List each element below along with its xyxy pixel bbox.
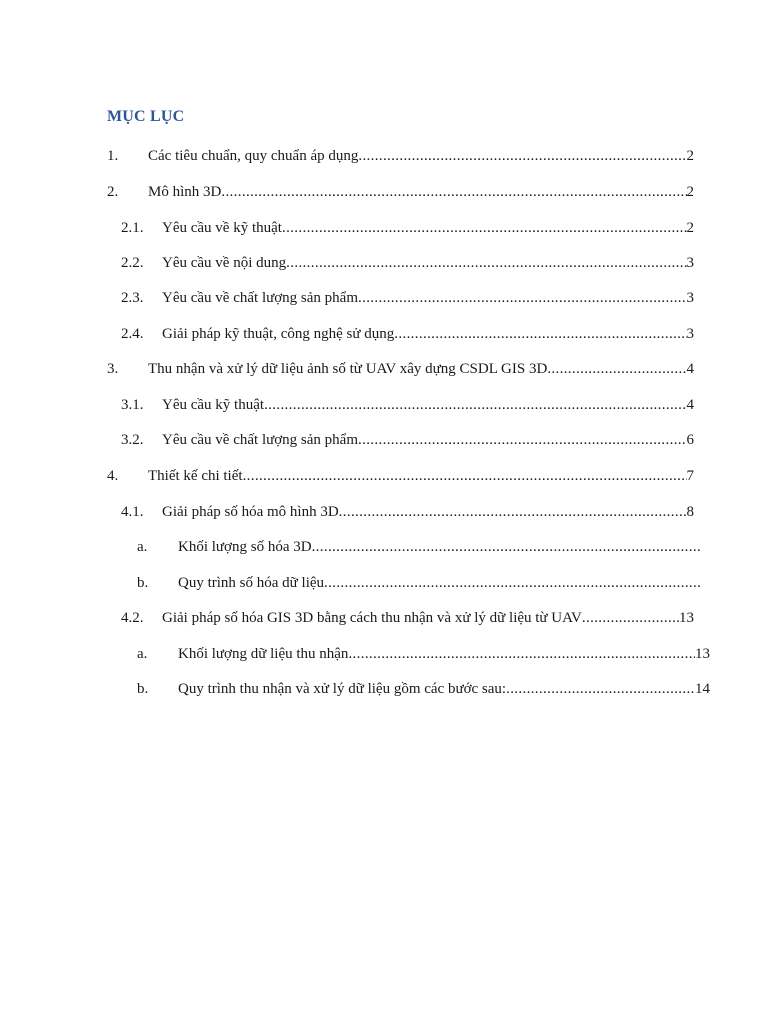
toc-entry-number: 4.2.	[121, 610, 144, 626]
toc-entry-number: 3.	[107, 361, 119, 377]
dot-leader	[547, 359, 686, 379]
toc-entry[interactable]	[107, 146, 694, 166]
toc-entry-page: 3	[686, 290, 694, 306]
toc-entry[interactable]	[121, 608, 694, 628]
toc-entry[interactable]	[107, 359, 694, 379]
dot-leader	[282, 218, 687, 238]
dot-leader	[221, 182, 686, 202]
dot-leader	[312, 537, 700, 557]
toc-entry-page: 2	[686, 184, 694, 200]
dot-leader	[286, 253, 686, 273]
toc-entry[interactable]	[121, 288, 694, 308]
toc-entry-page: 4	[686, 397, 694, 413]
toc-entry-page: 2	[686, 148, 694, 164]
toc-entry-number: b.	[137, 575, 149, 591]
toc-entry-text: Giải pháp số hóa mô hình 3D	[162, 504, 339, 520]
toc-entry-text: Yêu cầu về nội dung	[162, 255, 287, 271]
toc-entry[interactable]	[107, 182, 694, 202]
toc-entry[interactable]	[121, 502, 694, 522]
toc-entry-number: 3.2.	[121, 432, 144, 448]
toc-entry-text: Yêu cầu về chất lượng sản phẩm	[162, 290, 358, 306]
toc-entry-text: Các tiêu chuẩn, quy chuẩn áp dụng	[148, 148, 359, 164]
dot-leader	[324, 573, 700, 593]
toc-entry-text: Mô hình 3D	[148, 184, 222, 200]
toc-entry[interactable]	[137, 573, 700, 593]
dot-leader	[348, 644, 695, 664]
toc-entry[interactable]	[121, 218, 694, 238]
toc-title: MỤC LỤC	[107, 108, 185, 125]
toc-entry[interactable]	[121, 324, 694, 344]
toc-entry-text: Quy trình thu nhận và xử lý dữ liệu gồm các bước sau:	[178, 681, 507, 697]
toc-entry-number: a.	[137, 539, 148, 555]
toc-entry[interactable]	[137, 537, 700, 557]
toc-entry-page: 8	[686, 504, 694, 520]
toc-entry[interactable]	[137, 644, 710, 664]
toc-entry-number: 2.2.	[121, 255, 144, 271]
toc-entry-number: b.	[137, 681, 149, 697]
toc-entry-text: Thu nhận và xử lý dữ liệu ảnh số từ UAV xây dựng CSDL GIS 3D	[148, 361, 548, 377]
toc-entry-number: 2.3.	[121, 290, 144, 306]
toc-entry-number: 4.	[107, 468, 119, 484]
dot-leader	[358, 430, 687, 450]
toc-entry-text: Khối lượng dữ liệu thu nhận	[178, 646, 349, 662]
toc-entry-number: 4.1.	[121, 504, 144, 520]
toc-entry-number: 2.	[107, 184, 119, 200]
toc-entry-page: 13	[695, 646, 710, 662]
dot-leader	[358, 146, 686, 166]
toc-entry-number: a.	[137, 646, 148, 662]
dot-leader	[264, 395, 686, 415]
toc-entry-text: Yêu cầu kỹ thuật	[162, 397, 265, 413]
dot-leader	[506, 679, 695, 699]
toc-entry-page: 7	[686, 468, 694, 484]
toc-entry[interactable]	[107, 466, 694, 486]
dot-leader	[358, 288, 687, 308]
toc-entry-text: Giải pháp số hóa GIS 3D bằng cách thu nhận và xử lý dữ liệu từ UAV	[162, 610, 582, 626]
toc-entry-text: Thiết kế chi tiết	[148, 468, 243, 484]
toc-entry[interactable]	[121, 253, 694, 273]
toc-entry-number: 1.	[107, 148, 119, 164]
toc-entry-text: Yêu cầu về chất lượng sản phẩm	[162, 432, 358, 448]
toc-entry-text: Yêu cầu về kỹ thuật	[162, 220, 282, 236]
dot-leader	[243, 466, 687, 486]
toc-entry-number: 2.4.	[121, 326, 144, 342]
toc-entry-text: Quy trình số hóa dữ liệu	[178, 575, 325, 591]
toc-entry-page: 6	[686, 432, 694, 448]
toc-entry[interactable]	[137, 679, 710, 699]
toc-entry-number: 3.1.	[121, 397, 144, 413]
toc-entry-page: 13	[679, 610, 694, 626]
toc-entry-page: 14	[695, 681, 710, 697]
toc-entry[interactable]	[121, 430, 694, 450]
toc-entry-text: Khối lượng số hóa 3D	[178, 539, 312, 555]
toc-entry-page: 2	[686, 220, 694, 236]
dot-leader	[394, 324, 686, 344]
toc-entry[interactable]	[121, 395, 694, 415]
dot-leader	[582, 608, 679, 628]
toc-entry-number: 2.1.	[121, 220, 144, 236]
toc-entry-text: Giải pháp kỹ thuật, công nghệ sử dụng	[162, 326, 395, 342]
dot-leader	[339, 502, 687, 522]
toc-entry-page: 3	[686, 326, 694, 342]
toc-entry-page: 3	[686, 255, 694, 271]
toc-entry-page: 4	[686, 361, 694, 377]
